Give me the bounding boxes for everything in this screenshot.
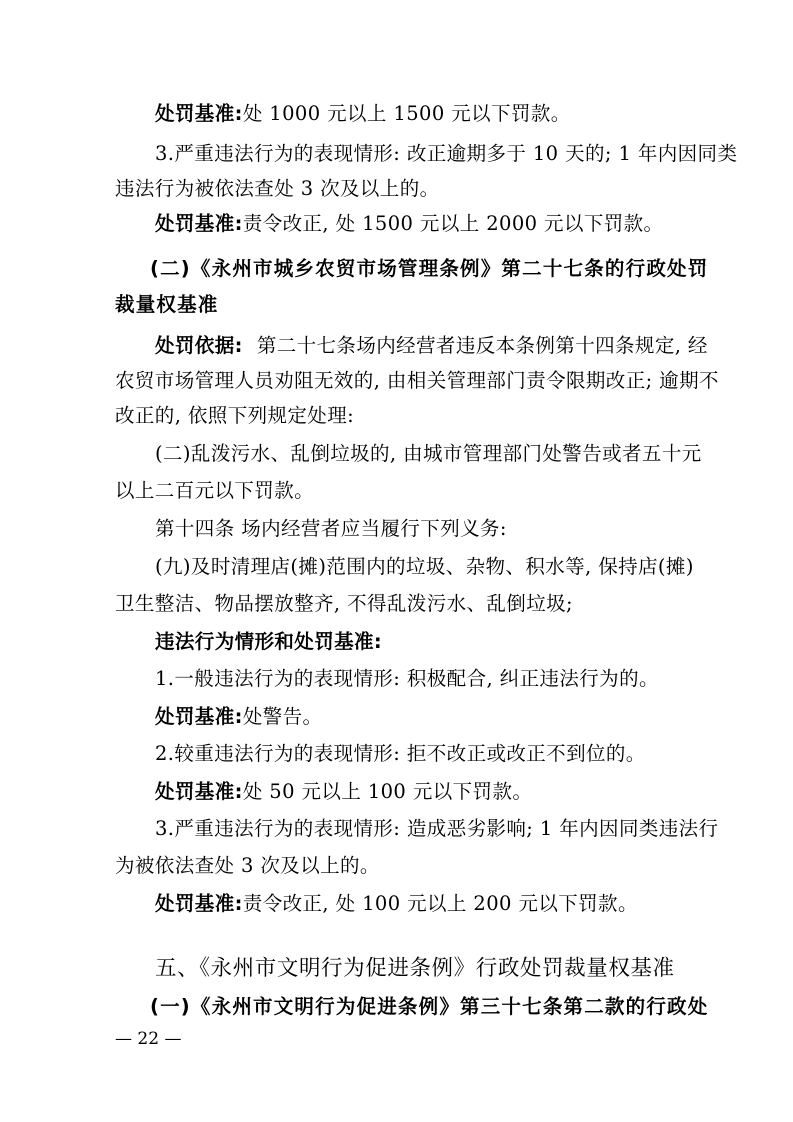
bold-label: 处罚基准:: [155, 102, 243, 125]
paragraph-line: [155, 100, 571, 128]
line-text: 裁量权基准: [115, 293, 219, 316]
line-text: 1.一般违法行为的表现情形: 积极配合, 纠正违法行为的。: [155, 667, 659, 690]
bold-label: 处罚依据:: [155, 334, 243, 357]
bold-label: 处罚基准:: [155, 212, 243, 235]
line-text: 以上二百元以下罚款。: [115, 479, 315, 502]
line-text: 农贸市场管理人员劝阻无效的, 由相关管理部门责令限期改正; 逾期不: [115, 369, 719, 392]
line-text: (二)《永州市城乡农贸市场管理条例》第二十七条的行政处罚: [150, 257, 709, 280]
paragraph-line: [155, 628, 382, 656]
line-text: 责令改正, 处 1500 元以上 2000 元以下罚款。: [242, 212, 664, 235]
paragraph-line: [155, 740, 646, 768]
line-text: 为被依法查处 3 次及以上的。: [115, 854, 380, 877]
page-number: — 22 —: [115, 1029, 182, 1049]
paragraph-line: [155, 890, 638, 918]
bold-label: 处罚基准:: [155, 780, 243, 803]
paragraph-line: [155, 332, 708, 360]
paragraph-line: [115, 477, 314, 505]
paragraph-line: [155, 815, 718, 843]
line-text: 第二十七条场内经营者违反本条例第十四条规定, 经: [256, 334, 708, 357]
line-text: 处警告。: [242, 705, 323, 728]
line-text: (一)《永州市文明行为促进条例》第三十七条第二款的行政处: [150, 995, 709, 1018]
line-text: 处 1000 元以上 1500 元以下罚款。: [242, 102, 571, 125]
line-text: (二)乱泼污水、乱倒垃圾的, 由城市管理部门处警告或者五十元: [155, 442, 702, 465]
paragraph-line: [115, 590, 573, 618]
paragraph-line: [155, 515, 507, 543]
paragraph-line: [155, 778, 532, 806]
bold-label: 违法行为情形和处罚基准:: [155, 630, 383, 653]
paragraph-line: [155, 665, 659, 693]
line-text: 处 50 元以上 100 元以下罚款。: [242, 780, 533, 803]
paragraph-line: [155, 140, 737, 168]
line-text: 改正的, 依照下列规定处理:: [115, 404, 355, 427]
bold-label: 处罚基准:: [155, 892, 243, 915]
line-text: 3.严重违法行为的表现情形: 改正逾期多于 10 天的; 1 年内因同类: [155, 142, 738, 165]
subsection-heading: [150, 993, 708, 1021]
line-text: 五、《永州市文明行为促进条例》行政处罚裁量权基准: [155, 956, 675, 981]
paragraph-line: [155, 440, 702, 468]
line-text: 卫生整洁、物品摆放整齐, 不得乱泼污水、乱倒垃圾;: [115, 592, 573, 615]
paragraph-line: [155, 703, 322, 731]
paragraph-line: [155, 553, 694, 581]
paragraph-line: [115, 852, 380, 880]
line-text: 3.严重违法行为的表现情形: 造成恶劣影响; 1 年内因同类违法行: [155, 817, 719, 840]
subsection-heading: [150, 255, 708, 283]
subsection-heading-continued: [115, 291, 219, 319]
paragraph-line: [115, 367, 719, 395]
paragraph-line: [115, 175, 440, 203]
paragraph-line: [155, 210, 663, 238]
line-text: 第十四条 场内经营者应当履行下列义务:: [155, 517, 507, 540]
line-text: (九)及时清理店(摊)范围内的垃圾、杂物、积水等, 保持店(摊): [155, 555, 694, 578]
line-text: 责令改正, 处 100 元以上 200 元以下罚款。: [242, 892, 638, 915]
bold-label: 处罚基准:: [155, 705, 243, 728]
section-heading: [155, 955, 675, 983]
paragraph-line: [115, 402, 354, 430]
line-text: 违法行为被依法查处 3 次及以上的。: [115, 177, 440, 200]
line-text: 2.较重违法行为的表现情形: 拒不改正或改正不到位的。: [155, 742, 646, 765]
